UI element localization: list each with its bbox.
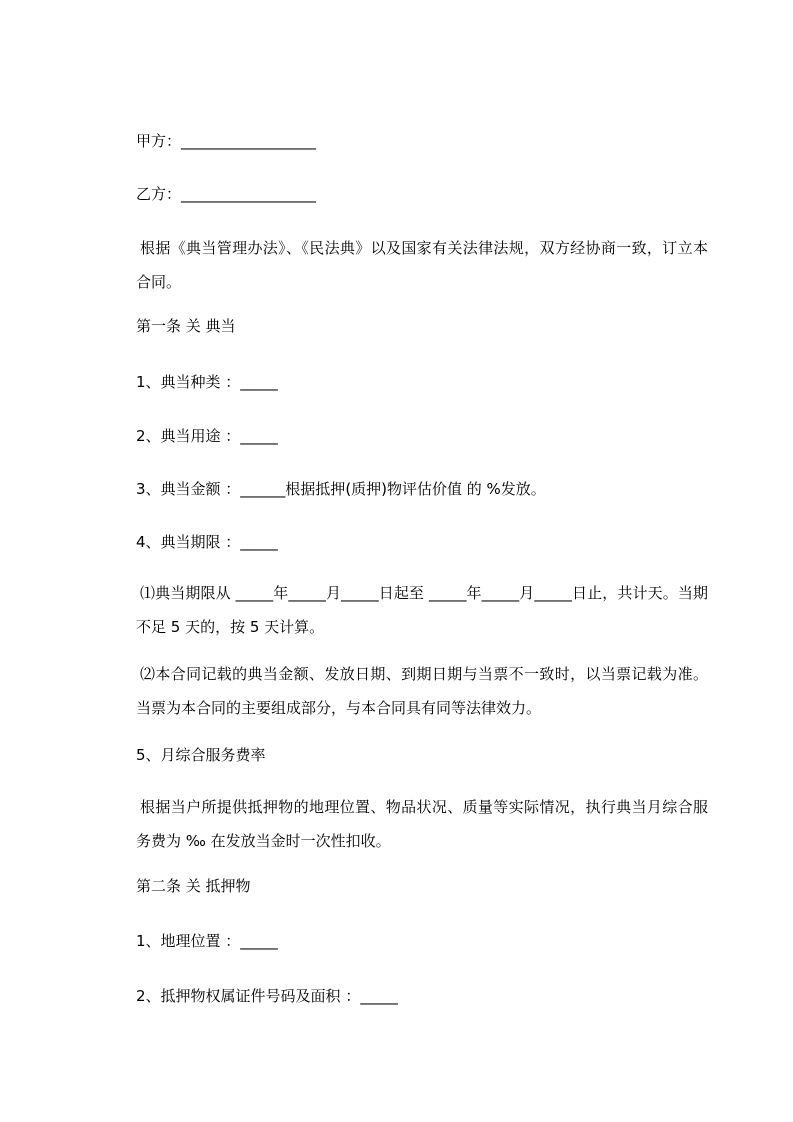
pawn-type-line: 1、典当种类 ：_____ xyxy=(136,373,278,391)
intro-paragraph: 根据《典当管理办法》、《民法典》以及国家有关法律法规，双方经协商一致，订立本合同。 xyxy=(136,239,708,291)
service-fee-paragraph: 根据当户所提供抵押物的地理位置、物品状况、质量等实际情况，执行典当月综合服务费为 ‰ 在发放当金时一次性扣收。 xyxy=(136,798,708,850)
article-1-heading: 第一条 关 典当 xyxy=(136,317,236,335)
certificate-area-line: 2、抵押物权属证件号码及面积 ：_____ xyxy=(136,987,398,1005)
pawn-term-clause-1: ⑴典当期限从 _____年_____月_____日起至 _____年_____月_____日止，共计天。当期不足 5 天的，按 5 天计算。 xyxy=(136,584,708,636)
location-line: 1、地理位置 ：_____ xyxy=(136,932,278,950)
pawn-term-line: 4、典当期限 ：_____ xyxy=(136,533,278,551)
article-2-heading: 第二条 关 抵押物 xyxy=(136,877,251,895)
pawn-amount-line: 3、典当金额 ：______根据抵押(质押)物评估价值 的 %发放。 xyxy=(136,480,546,498)
service-fee-heading: 5、月综合服务费率 xyxy=(136,746,266,764)
pawn-purpose-line: 2、典当用途 ：_____ xyxy=(136,427,278,445)
pawn-term-clause-2: ⑵本合同记载的典当金额、发放日期、到期日期与当票不一致时，以当票记载为准。当票为本合同的主要组成部分，与本合同具有同等法律效力。 xyxy=(136,665,708,717)
party-a-line: 甲方：__________________ xyxy=(136,132,317,150)
party-b-line: 乙方：__________________ xyxy=(136,185,317,203)
